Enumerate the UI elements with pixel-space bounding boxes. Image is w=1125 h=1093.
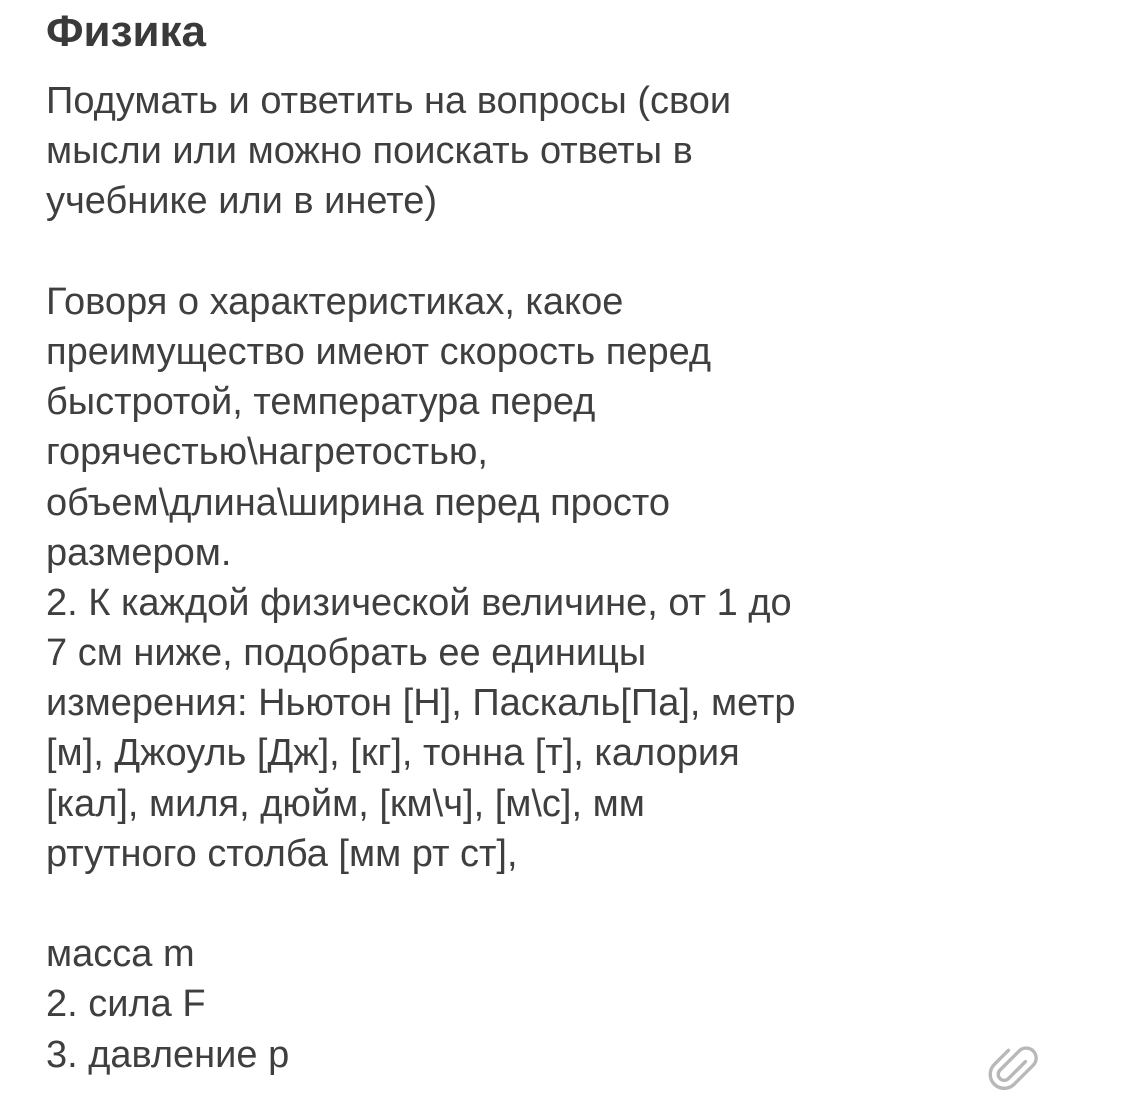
note-line: Говоря о характеристиках, какое <box>46 280 624 323</box>
note-line: масса m <box>46 933 195 976</box>
note-line: учебнике или в инете) <box>46 180 438 223</box>
paperclip-icon-graphic <box>984 1040 1040 1093</box>
note-blank-line <box>46 879 1046 929</box>
note-line: быстротой, температура перед <box>46 381 596 424</box>
paperclip-icon[interactable] <box>984 1040 1040 1093</box>
note-line: [м], Джоуль [Дж], [кг], тонна [т], калория <box>46 732 740 775</box>
note-line: Подумать и ответить на вопросы (свои <box>46 80 732 122</box>
note-line: 2. сила F <box>46 983 206 1026</box>
note-line: измерения: Ньютон [Н], Паскаль[Па], метр <box>46 682 796 725</box>
note-line: размером. <box>46 531 232 574</box>
note-line: преимущество имеют скорость перед <box>46 330 712 373</box>
note-line: 7 см ниже, подобрать ее единицы <box>46 632 647 675</box>
note-line: мысли или можно поискать ответы в <box>46 130 693 173</box>
note-line: горячестью\нагретостью, <box>46 431 488 474</box>
note-line: [кал], миля, дюйм, [км\ч], [м\с], мм <box>46 782 645 825</box>
note-line: 3. давление p <box>46 1033 290 1076</box>
note-line: ртутного столба [мм рт ст], <box>46 832 518 875</box>
note-blank-line <box>46 227 1046 277</box>
note-line: 2. К каждой физической величине, от 1 до <box>46 581 792 624</box>
note-body[interactable] <box>46 76 1046 1080</box>
note-line: объем\длина\ширина перед просто <box>46 481 671 524</box>
note-title: Физика <box>46 7 207 56</box>
